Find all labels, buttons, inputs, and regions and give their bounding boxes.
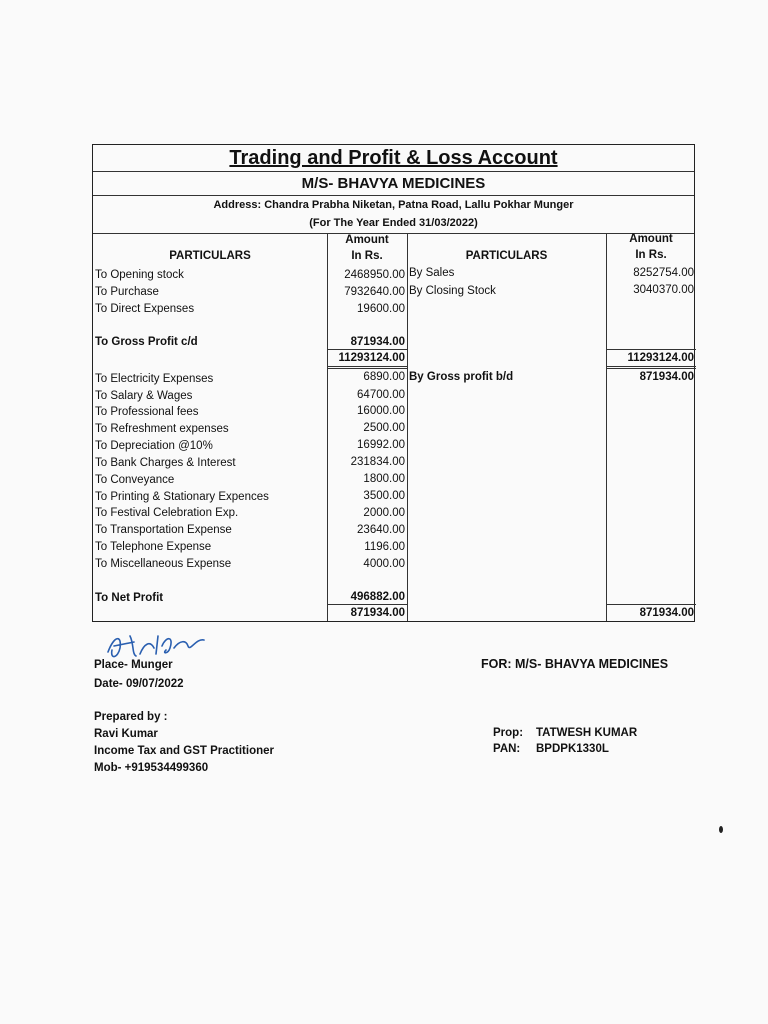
trading-total-left: 11293124.00 xyxy=(338,352,405,364)
ledger-amount: 1800.00 xyxy=(363,473,405,485)
preparer-mobile: Mob- +919534499360 xyxy=(94,762,209,774)
preparer-title: Income Tax and GST Practitioner xyxy=(94,745,274,757)
ledger-amount: 7932640.00 xyxy=(344,286,405,298)
total-rule xyxy=(327,604,407,605)
amount-header-left: Amount xyxy=(345,234,389,246)
ledger-label: To Depreciation @10% xyxy=(95,440,213,452)
column-divider xyxy=(407,233,408,621)
prop-name: TATWESH KUMAR xyxy=(536,727,638,739)
ledger-amount: 231834.00 xyxy=(350,456,405,468)
total-rule xyxy=(606,368,696,369)
particulars-header-right: PARTICULARS xyxy=(465,250,548,262)
place-line: Place- Munger xyxy=(94,659,173,671)
statement-title: Trading and Profit & Loss Account xyxy=(229,147,558,169)
ledger-label: To Miscellaneous Expense xyxy=(95,558,232,570)
gross-profit-amount: 871934.00 xyxy=(350,336,405,348)
trading-total-right: 11293124.00 xyxy=(627,352,694,364)
net-profit-label: To Net Profit xyxy=(95,592,164,604)
firm-name: M/S- BHAVYA MEDICINES xyxy=(301,175,486,192)
gross-profit-bd-amount: 871934.00 xyxy=(639,371,694,383)
ledger-amount: 2000.00 xyxy=(363,507,405,519)
ledger-label: To Purchase xyxy=(95,286,159,298)
ledger-label: By Sales xyxy=(409,267,455,279)
accounting-period: (For The Year Ended 31/03/2022) xyxy=(309,217,478,229)
ledger-amount: 16992.00 xyxy=(357,439,405,451)
ledger-amount: 16000.00 xyxy=(357,405,405,417)
amount-header-right: Amount xyxy=(629,233,673,245)
prop-label: Prop: xyxy=(493,727,524,739)
pl-total-right: 871934.00 xyxy=(639,607,694,619)
firm-address: Address: Chandra Prabha Niketan, Patna Road, Lallu Pokhar Munger xyxy=(213,199,574,211)
ledger-amount: 23640.00 xyxy=(357,524,405,536)
net-profit-amount: 496882.00 xyxy=(350,591,405,603)
ledger-amount: 4000.00 xyxy=(363,558,405,570)
for-firm-line: FOR: M/S- BHAVYA MEDICINES xyxy=(481,657,669,671)
amount-unit-right: In Rs. xyxy=(635,249,667,261)
preparer-name: Ravi Kumar xyxy=(94,728,158,740)
divider xyxy=(93,171,694,172)
ledger-amount: 3500.00 xyxy=(363,490,405,502)
total-rule xyxy=(327,366,407,367)
ledger-amount: 19600.00 xyxy=(357,303,405,315)
ledger-label: To Refreshment expenses xyxy=(95,423,229,435)
ledger-amount: 2500.00 xyxy=(363,422,405,434)
pl-total-left: 871934.00 xyxy=(350,607,405,619)
ledger-amount: 3040370.00 xyxy=(633,284,694,296)
ledger-label: By Closing Stock xyxy=(409,285,496,297)
particulars-header-left: PARTICULARS xyxy=(169,250,251,262)
ledger-label: To Printing & Stationary Expences xyxy=(95,491,269,503)
account-statement xyxy=(92,144,695,622)
ledger-label: To Transportation Expense xyxy=(95,524,232,536)
date-line: Date- 09/07/2022 xyxy=(94,678,184,690)
ledger-label: To Opening stock xyxy=(95,269,184,281)
ledger-label: To Salary & Wages xyxy=(95,390,193,402)
ink-speck xyxy=(719,826,723,833)
amount-unit-left: In Rs. xyxy=(351,250,383,262)
column-divider xyxy=(327,233,328,621)
ledger-amount: 6890.00 xyxy=(363,371,405,383)
total-rule xyxy=(606,366,696,367)
ledger-amount: 2468950.00 xyxy=(344,269,405,281)
ledger-label: To Festival Celebration Exp. xyxy=(95,507,239,519)
ledger-amount: 8252754.00 xyxy=(633,267,694,279)
ledger-label: To Professional fees xyxy=(95,406,199,418)
ledger-label: To Telephone Expense xyxy=(95,541,212,553)
prepared-by-label: Prepared by : xyxy=(94,711,168,723)
pan-label: PAN: xyxy=(493,743,521,755)
ledger-amount: 64700.00 xyxy=(357,389,405,401)
total-rule xyxy=(606,604,696,605)
pan-value: BPDPK1330L xyxy=(536,743,609,755)
ledger-label: To Conveyance xyxy=(95,474,175,486)
gross-profit-bd-label: By Gross profit b/d xyxy=(409,371,514,383)
gross-profit-label: To Gross Profit c/d xyxy=(95,336,198,348)
ledger-label: To Direct Expenses xyxy=(95,303,195,315)
ledger-label: To Electricity Expenses xyxy=(95,373,214,385)
total-rule xyxy=(606,349,696,350)
total-rule xyxy=(327,368,407,369)
total-rule xyxy=(327,349,407,350)
ledger-amount: 1196.00 xyxy=(364,541,405,553)
ledger-label: To Bank Charges & Interest xyxy=(95,457,236,469)
divider xyxy=(93,195,694,196)
